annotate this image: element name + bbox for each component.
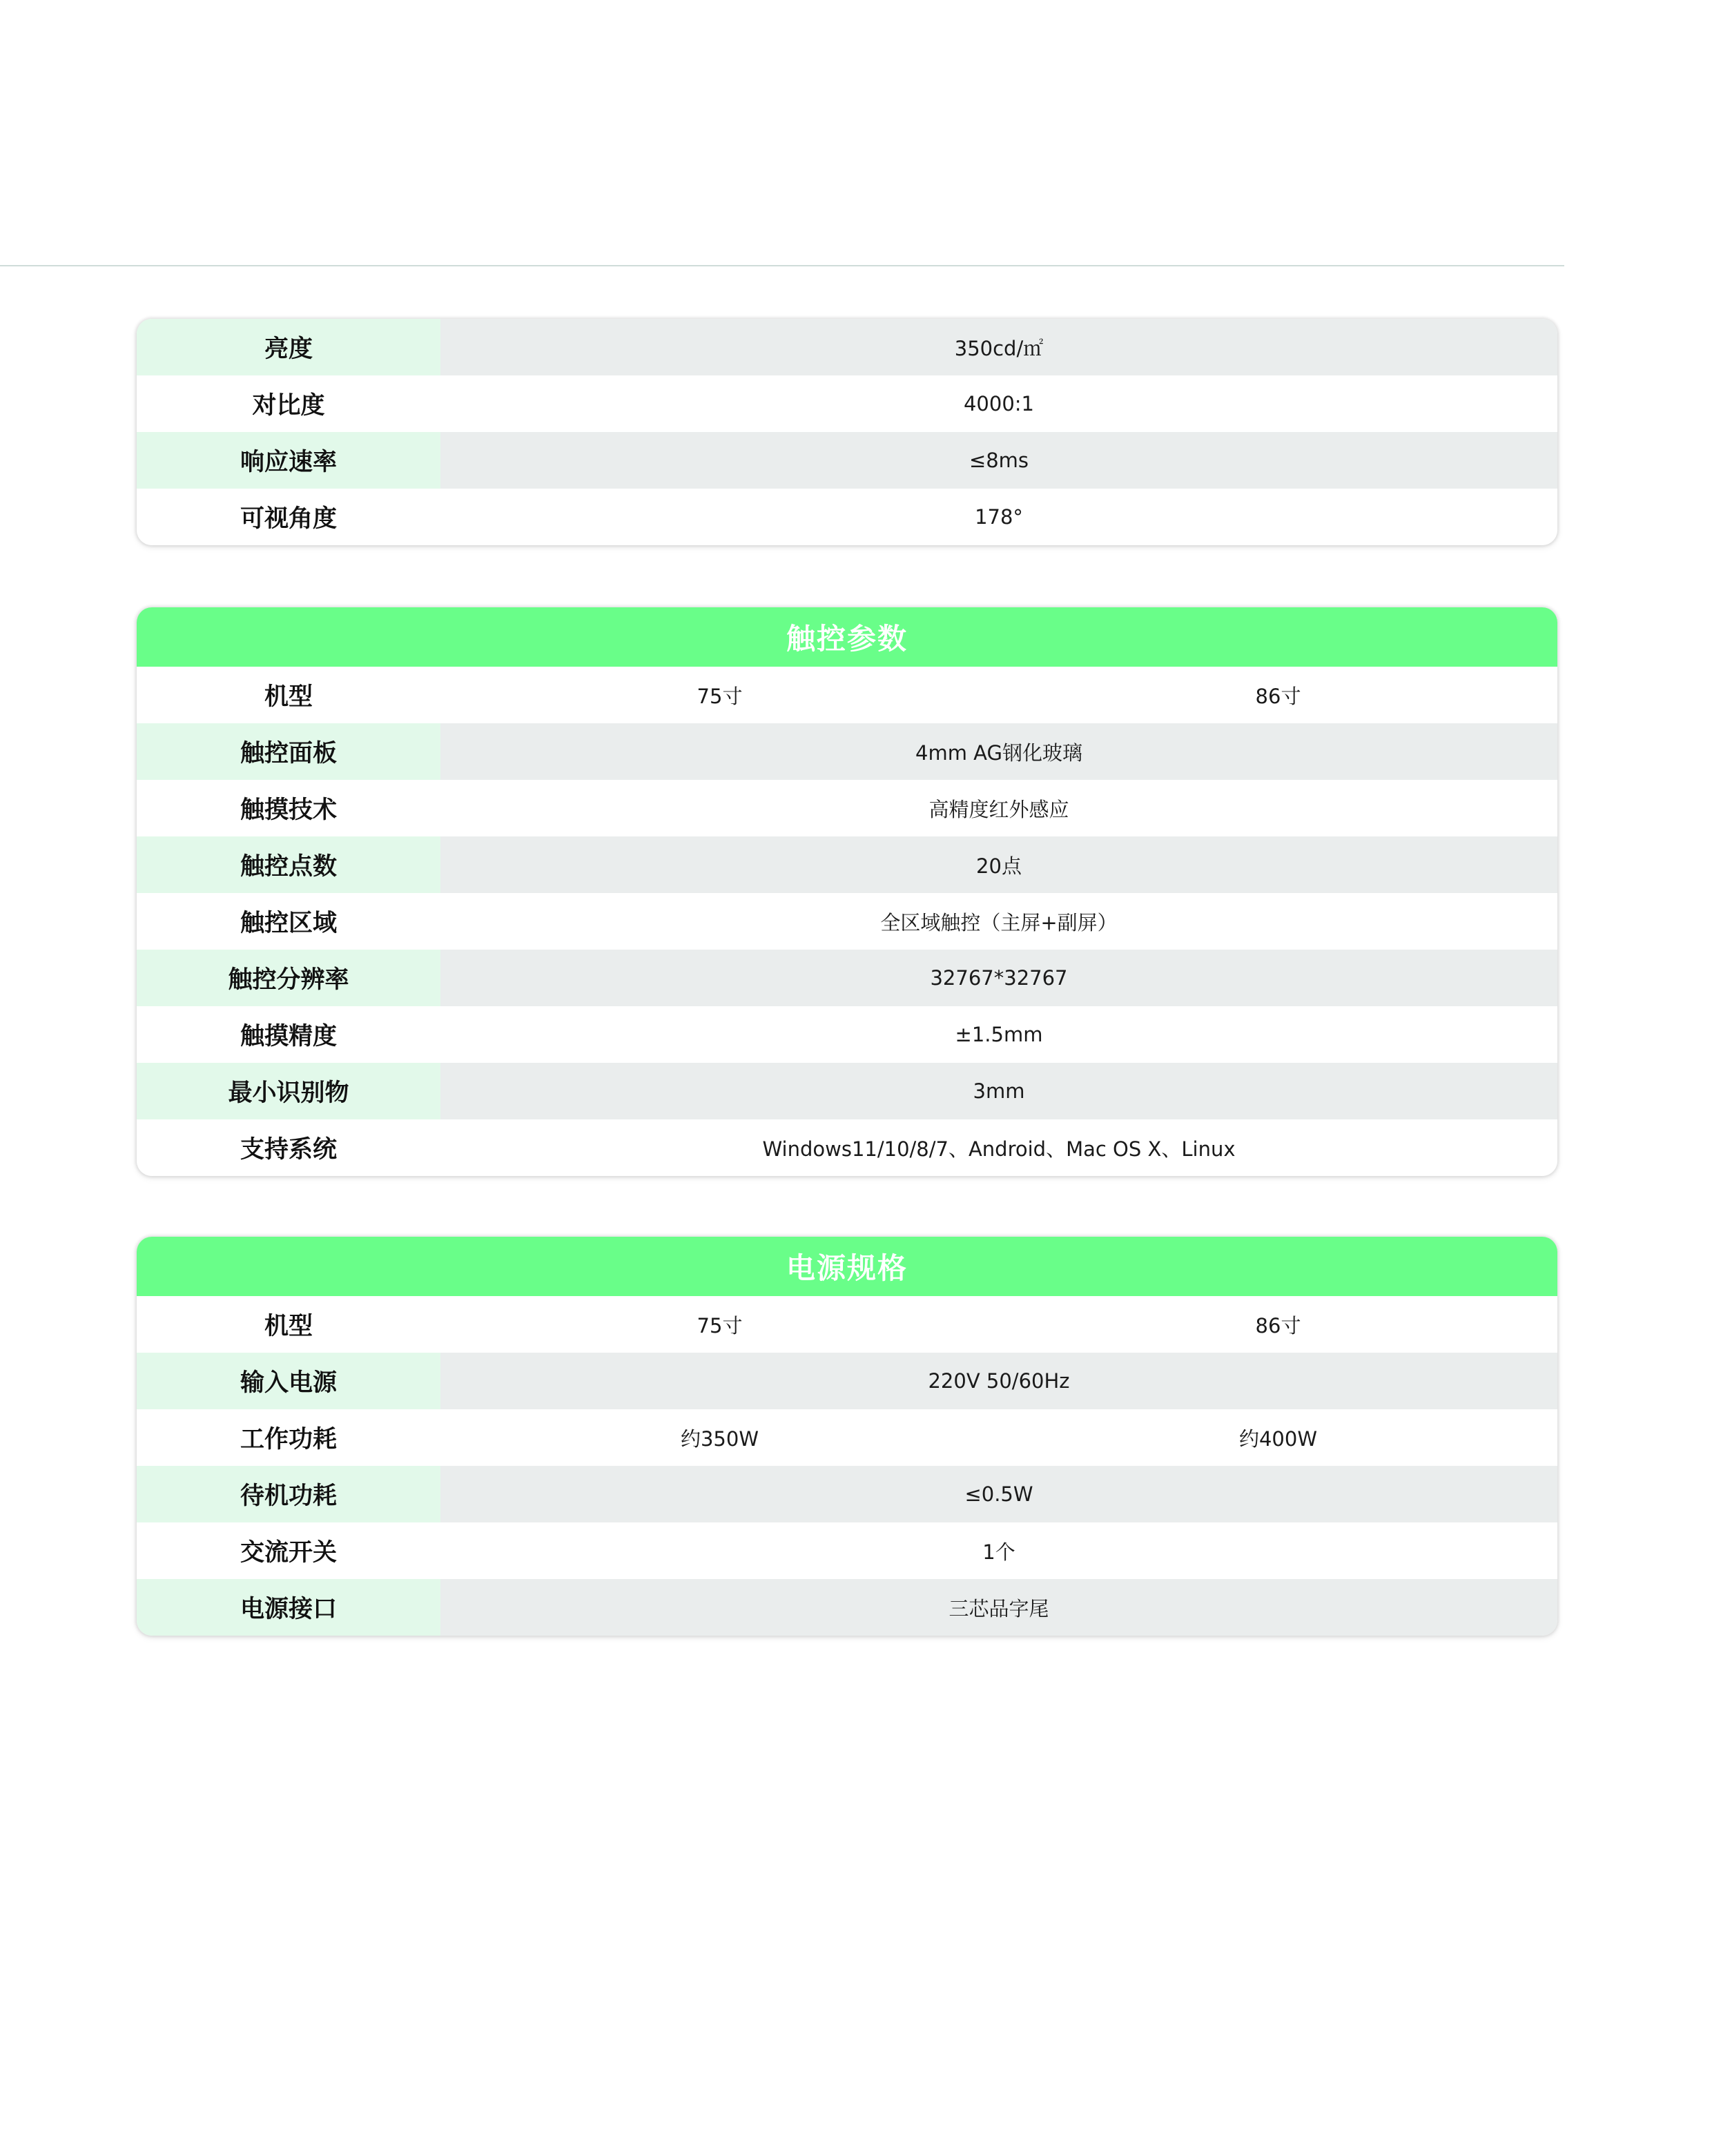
table-row (137, 780, 1557, 836)
top-divider (0, 265, 1564, 266)
row-value: 32767*32767 (930, 966, 1068, 990)
row-value: Windows11/10/8/7、Android、Mac OS X、Linux (762, 1137, 1236, 1161)
row-value: 350cd/㎡ (954, 336, 1044, 360)
power-75-value: 约350W (680, 1427, 759, 1451)
row-value: 20点 (976, 854, 1022, 878)
table-row (137, 1063, 1557, 1119)
table-row (137, 1522, 1557, 1579)
row-label: 触摸技术 (137, 780, 440, 836)
row-label: 触控分辨率 (137, 950, 440, 1006)
table-row (137, 489, 1557, 545)
table-row (137, 723, 1557, 780)
row-label: 最小识别物 (137, 1063, 440, 1119)
row-label: 工作功耗 (137, 1409, 440, 1466)
row-label: 交流开关 (137, 1522, 440, 1579)
table-row (137, 1409, 1557, 1466)
row-label: 电源接口 (137, 1579, 440, 1636)
table-title: 电源规格 (137, 1237, 1557, 1296)
table-row (137, 1579, 1557, 1636)
row-label: 可视角度 (137, 489, 440, 545)
table-row (137, 375, 1557, 432)
row-value: ≤0.5W (964, 1482, 1033, 1506)
table-row (137, 1353, 1557, 1409)
row-value: 1个 (982, 1540, 1015, 1564)
row-value: 4000:1 (963, 392, 1035, 415)
table-row (137, 893, 1557, 950)
row-label: 待机功耗 (137, 1466, 440, 1522)
row-value: ±1.5mm (955, 1023, 1043, 1046)
model-row (137, 667, 1557, 723)
row-value: 3mm (973, 1079, 1025, 1103)
touch-spec-table (137, 607, 1557, 1176)
display-spec-table (137, 319, 1557, 545)
row-label: 触控点数 (137, 836, 440, 893)
model-75-value: 75寸 (697, 1313, 743, 1337)
table-row (137, 836, 1557, 893)
table-row (137, 1006, 1557, 1063)
table-row (137, 1466, 1557, 1522)
table-title: 触控参数 (137, 607, 1557, 667)
row-value: 高精度红外感应 (928, 797, 1069, 821)
row-value: 220V 50/60Hz (928, 1369, 1070, 1393)
row-label: 触控区域 (137, 893, 440, 950)
row-label: 触控面板 (137, 723, 440, 780)
power-86-value: 约400W (1238, 1427, 1318, 1451)
row-label: 支持系统 (137, 1119, 440, 1176)
table-row (137, 1119, 1557, 1176)
row-label: 亮度 (137, 319, 440, 375)
row-label: 机型 (137, 1296, 440, 1353)
row-value: 4mm AG钢化玻璃 (915, 741, 1082, 765)
row-value: 178° (975, 505, 1023, 529)
model-75-value: 75寸 (697, 684, 743, 708)
model-86-value: 86寸 (1255, 1313, 1301, 1337)
row-value: ≤8ms (969, 449, 1029, 472)
row-label: 响应速率 (137, 432, 440, 489)
table-row (137, 432, 1557, 489)
model-row (137, 1296, 1557, 1353)
row-label: 对比度 (137, 375, 440, 432)
row-value: 三芯品字尾 (949, 1596, 1049, 1620)
model-86-value: 86寸 (1255, 684, 1301, 708)
row-label: 触摸精度 (137, 1006, 440, 1063)
row-label: 输入电源 (137, 1353, 440, 1409)
row-value: 全区域触控（主屏+副屏） (880, 910, 1118, 934)
table-row (137, 950, 1557, 1006)
row-label: 机型 (137, 667, 440, 723)
table-row (137, 319, 1557, 375)
power-spec-table (137, 1237, 1557, 1636)
